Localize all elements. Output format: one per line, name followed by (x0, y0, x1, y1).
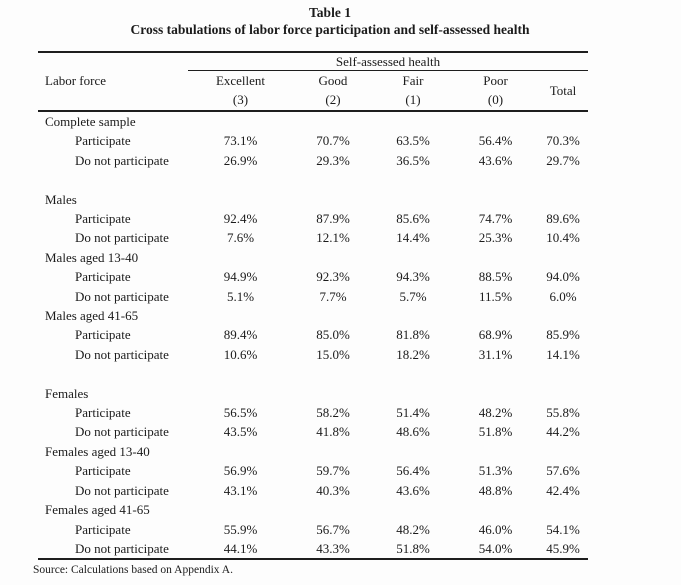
col-header-label: Good (318, 73, 348, 88)
value-cell: 43.1% (223, 482, 258, 498)
group-row (38, 384, 588, 403)
col-header-total (538, 71, 588, 112)
value-cell: 25.3% (478, 230, 513, 246)
value-cell: 46.0% (478, 521, 513, 537)
col-header-label: Fair (402, 73, 424, 88)
value-cell: 51.3% (478, 463, 513, 479)
group-label: Females aged 13-40 (45, 443, 150, 459)
value-cell: 40.3% (316, 482, 350, 498)
table-title: Cross tabulations of labor force participation and self-assessed health (130, 22, 530, 37)
value-cell: 5.1% (226, 288, 255, 304)
group-label: Males aged 41-65 (45, 308, 139, 324)
value-cell: 81.8% (396, 327, 430, 343)
value-cell: 54.0% (478, 540, 513, 556)
row-label: Do not participate (75, 424, 169, 440)
value-cell: 6.0% (549, 288, 577, 304)
group-label: Females (45, 385, 89, 401)
row-label: Do not participate (75, 152, 169, 168)
value-cell: 44.2% (546, 424, 580, 440)
data-row (38, 151, 588, 170)
data-row (38, 131, 588, 150)
value-cell: 26.9% (223, 152, 258, 168)
col-header-sub: (3) (232, 91, 249, 107)
value-cell: 55.8% (546, 405, 580, 421)
value-cell: 51.8% (478, 424, 513, 440)
value-cell: 85.6% (396, 211, 430, 227)
value-cell: 94.3% (396, 269, 430, 285)
value-cell: 59.7% (316, 463, 350, 479)
value-cell: 31.1% (478, 346, 513, 362)
data-row (38, 403, 588, 422)
value-cell: 94.9% (223, 269, 258, 285)
value-cell: 73.1% (223, 133, 258, 149)
row-label: Do not participate (75, 230, 169, 246)
data-row (38, 345, 588, 364)
spacer-row (38, 170, 588, 189)
value-cell: 55.9% (223, 521, 258, 537)
value-cell: 51.4% (396, 405, 430, 421)
value-cell: 12.1% (316, 230, 350, 246)
value-cell: 87.9% (316, 211, 350, 227)
spanner-header: Self-assessed health (188, 52, 588, 71)
col-header-fair (373, 71, 453, 112)
data-row (38, 422, 588, 441)
value-cell: 56.9% (223, 463, 258, 479)
data-row (38, 520, 588, 539)
row-label: Participate (75, 405, 131, 421)
group-label: Males (45, 191, 77, 207)
value-cell: 29.3% (316, 152, 350, 168)
row-label: Participate (75, 327, 131, 343)
value-cell: 70.3% (546, 133, 580, 149)
value-cell: 89.4% (223, 327, 258, 343)
data-row (38, 267, 588, 286)
value-cell: 48.8% (478, 482, 513, 498)
table-body (38, 111, 588, 559)
table-caption (0, 0, 660, 38)
data-row (38, 461, 588, 480)
col-header-label: Poor (483, 73, 508, 88)
value-cell: 29.7% (546, 152, 580, 168)
value-cell: 10.4% (546, 230, 580, 246)
spacer-row (38, 364, 588, 383)
value-cell: 10.6% (223, 346, 258, 362)
value-cell: 89.6% (546, 211, 580, 227)
col-header-sub: (1) (405, 91, 421, 107)
cross-tabulation-table (38, 51, 588, 560)
data-row (38, 209, 588, 228)
data-row (38, 325, 588, 344)
value-cell: 54.1% (546, 521, 580, 537)
data-row (38, 539, 588, 559)
data-row (38, 228, 588, 247)
col-header-sub: (2) (325, 91, 341, 107)
value-cell: 85.0% (316, 327, 350, 343)
group-row (38, 111, 588, 131)
spacer-cell (38, 170, 588, 189)
value-cell: 56.5% (223, 405, 258, 421)
group-row (38, 248, 588, 267)
value-cell: 41.8% (316, 424, 350, 440)
group-row (38, 190, 588, 209)
group-label: Females aged 41-65 (45, 502, 150, 518)
value-cell: 14.1% (546, 346, 580, 362)
value-cell: 48.2% (396, 521, 430, 537)
value-cell: 70.7% (316, 133, 350, 149)
row-header-label: Labor force (38, 71, 188, 112)
value-cell: 45.9% (546, 540, 580, 556)
value-cell: 58.2% (316, 405, 350, 421)
group-label: Males aged 13-40 (45, 249, 139, 265)
row-label: Do not participate (75, 540, 169, 556)
column-header-row (38, 71, 588, 112)
col-header-poor (453, 71, 538, 112)
value-cell: 56.7% (316, 521, 350, 537)
row-label: Participate (75, 211, 131, 227)
row-label: Participate (75, 521, 131, 537)
value-cell: 56.4% (396, 463, 430, 479)
col-header-label: Total (549, 82, 577, 98)
row-label: Do not participate (75, 288, 169, 304)
value-cell: 74.7% (478, 211, 513, 227)
value-cell: 7.7% (319, 288, 347, 304)
value-cell: 57.6% (546, 463, 580, 479)
data-row (38, 287, 588, 306)
row-label: Participate (75, 269, 131, 285)
value-cell: 5.7% (399, 288, 427, 304)
row-label: Do not participate (75, 346, 169, 362)
spacer-cell (38, 364, 588, 383)
value-cell: 48.6% (396, 424, 430, 440)
group-row (38, 442, 588, 461)
value-cell: 92.4% (223, 211, 258, 227)
data-row (38, 481, 588, 500)
value-cell: 42.4% (546, 482, 580, 498)
value-cell: 92.3% (316, 269, 350, 285)
value-cell: 7.6% (226, 230, 255, 246)
value-cell: 43.3% (316, 540, 350, 556)
col-header-label: Excellent (215, 73, 266, 88)
group-row (38, 500, 588, 519)
value-cell: 44.1% (223, 540, 258, 556)
value-cell: 63.5% (396, 133, 430, 149)
col-header-good (293, 71, 373, 112)
value-cell: 88.5% (478, 269, 513, 285)
value-cell: 18.2% (396, 346, 430, 362)
value-cell: 36.5% (396, 152, 430, 168)
source-note: Source: Calculations based on Appendix A. (33, 564, 233, 577)
value-cell: 43.5% (223, 424, 258, 440)
col-header-sub: (0) (487, 91, 504, 107)
table-header (38, 52, 588, 111)
table-number: Table 1 (309, 5, 351, 20)
row-label: Participate (75, 463, 131, 479)
value-cell: 68.9% (478, 327, 513, 343)
spanner-row (38, 52, 588, 71)
group-row (38, 306, 588, 325)
value-cell: 85.9% (546, 327, 580, 343)
col-header-excellent (188, 71, 293, 112)
value-cell: 56.4% (478, 133, 513, 149)
value-cell: 14.4% (396, 230, 430, 246)
value-cell: 51.8% (396, 540, 430, 556)
value-cell: 43.6% (396, 482, 430, 498)
value-cell: 15.0% (316, 346, 350, 362)
row-label: Participate (75, 133, 131, 149)
row-label: Do not participate (75, 482, 169, 498)
corner-cell (38, 52, 188, 71)
group-label: Complete sample (45, 114, 136, 129)
value-cell: 11.5% (478, 288, 513, 304)
value-cell: 43.6% (478, 152, 513, 168)
value-cell: 48.2% (478, 405, 513, 421)
value-cell: 94.0% (546, 269, 580, 285)
